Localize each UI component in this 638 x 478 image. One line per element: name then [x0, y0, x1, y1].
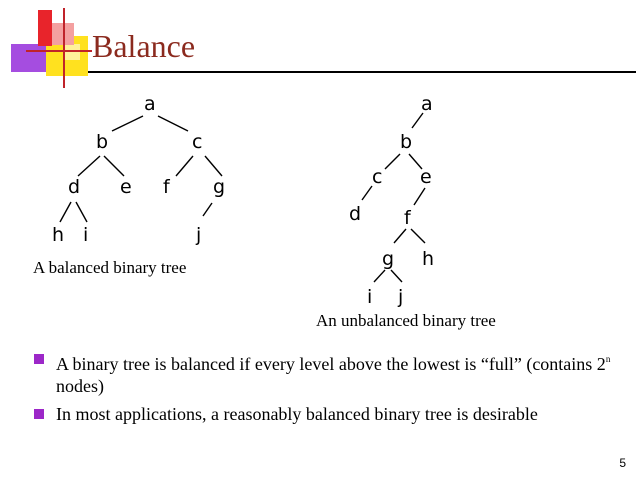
unbalanced-tree-nodes: [349, 93, 434, 308]
unbalanced-node-g: g: [382, 248, 395, 270]
balanced-node-c: c: [192, 131, 203, 153]
balanced-node-b: b: [96, 131, 109, 153]
edge-a-b: [112, 116, 143, 131]
slide-title: Balance: [92, 28, 196, 64]
superscript-n: n: [605, 354, 611, 364]
unbalanced-node-a: a: [421, 93, 433, 115]
edge-b-c: [385, 154, 400, 169]
balanced-node-j: j: [196, 224, 202, 246]
unbalanced-node-c: c: [372, 166, 383, 188]
square-bullet-icon: [34, 409, 44, 419]
unbalanced-node-b: b: [400, 131, 413, 153]
bullet-item-applications: [34, 403, 624, 425]
bullet-text: A binary tree is balanced if every level above the lowest is “full” (contains 2: [56, 354, 606, 374]
balanced-node-a: a: [144, 93, 156, 115]
balanced-node-i: i: [83, 224, 89, 246]
edge-a-b: [412, 113, 423, 128]
unbalanced-node-e: e: [420, 166, 432, 188]
balanced-tree-caption: A balanced binary tree: [33, 258, 187, 277]
edge-d-h: [60, 202, 71, 222]
edge-d-i: [76, 202, 87, 222]
balanced-node-g: g: [213, 176, 226, 198]
edge-b-e: [104, 156, 124, 176]
bullet-list: [34, 348, 624, 431]
edge-e-f: [414, 188, 425, 205]
balanced-node-f: f: [163, 176, 170, 198]
square-bullet-icon: [34, 354, 44, 364]
balanced-node-d: d: [68, 176, 81, 198]
balanced-node-e: e: [120, 176, 132, 198]
edge-c-g: [205, 156, 222, 176]
edge-c-d: [362, 186, 372, 200]
unbalanced-node-h: h: [422, 248, 435, 270]
edge-g-j: [203, 203, 212, 216]
edge-c-f: [176, 156, 193, 176]
edge-f-h: [411, 229, 425, 243]
edge-b-d: [78, 156, 100, 176]
unbalanced-node-j: j: [398, 286, 404, 308]
edge-f-g: [394, 229, 406, 243]
unbalanced-tree-caption: An unbalanced binary tree: [316, 311, 496, 330]
edge-a-c: [158, 116, 188, 131]
bullet-text-continued: nodes): [56, 376, 104, 396]
page-number: 5: [619, 456, 626, 470]
bullet-text: In most applications, a reasonably balanced binary tree is desirable: [56, 404, 538, 424]
balanced-node-h: h: [52, 224, 65, 246]
unbalanced-node-d: d: [349, 203, 362, 225]
edge-g-i: [374, 270, 385, 282]
unbalanced-node-i: i: [367, 286, 373, 308]
unbalanced-node-f: f: [404, 207, 411, 229]
bullet-item-balanced-definition: [34, 348, 624, 397]
edge-g-j: [391, 270, 402, 282]
balanced-tree-nodes: [52, 93, 225, 246]
